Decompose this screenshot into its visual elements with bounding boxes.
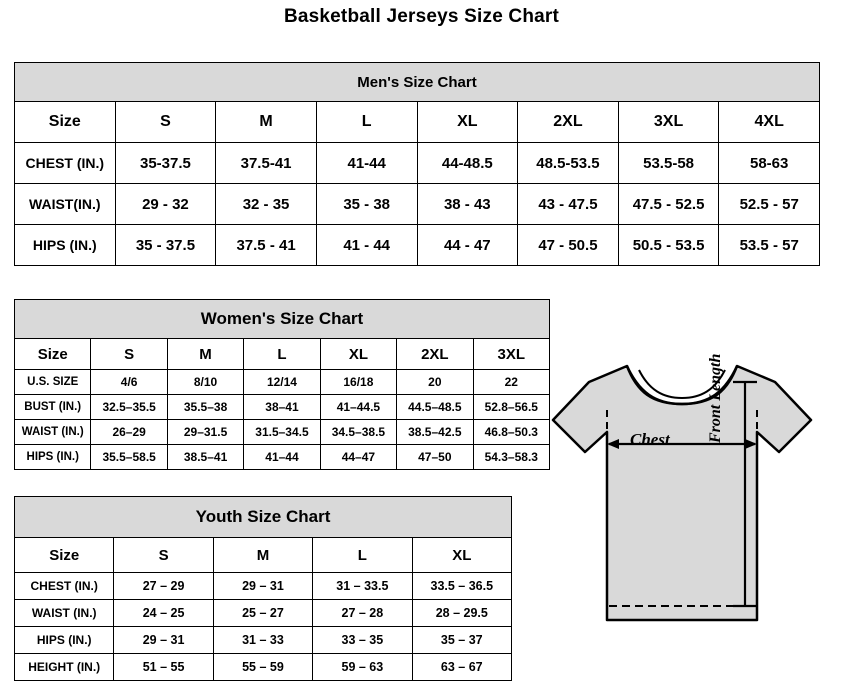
table-cell: 38 - 43 [417,184,518,225]
column-header: 2XL [518,102,619,143]
table-cell: 41–44.5 [320,395,396,420]
table-row [15,445,550,470]
table-cell: 35-37.5 [115,143,216,184]
table-cell: 44-48.5 [417,143,518,184]
table-cell: 41–44 [244,445,320,470]
table-cell: 63 – 67 [412,654,511,681]
row-label: U.S. SIZE [15,370,91,395]
table-row [15,627,512,654]
table-cell: 35.5–38 [167,395,243,420]
table-cell: 31 – 33.5 [313,573,412,600]
table-cell: 47.5 - 52.5 [618,184,719,225]
table-row [15,654,512,681]
table-caption-row [15,300,550,339]
table-header-row [15,102,820,143]
jersey-shirt-icon [527,348,837,668]
table-cell: 47 - 50.5 [518,225,619,266]
table-row [15,225,820,266]
row-label: CHEST (IN.) [15,143,116,184]
table-cell: 38.5–42.5 [397,420,473,445]
row-label: WAIST(IN.) [15,184,116,225]
youth-caption: Youth Size Chart [15,497,512,538]
table-caption-row [15,497,512,538]
column-header: Size [15,538,114,573]
column-header: L [316,102,417,143]
table-cell: 53.5 - 57 [719,225,820,266]
table-cell: 52.5 - 57 [719,184,820,225]
row-label: WAIST (IN.) [15,600,114,627]
front-length-label: Front Length [707,353,724,443]
table-row [15,395,550,420]
table-cell: 47–50 [397,445,473,470]
page-title: Basketball Jerseys Size Chart [283,6,560,27]
table-cell: 37.5 - 41 [216,225,317,266]
table-cell: 29–31.5 [167,420,243,445]
table-cell: 25 – 27 [213,600,312,627]
table-cell: 43 - 47.5 [518,184,619,225]
column-header: M [167,339,243,370]
column-header: L [244,339,320,370]
table-cell: 58-63 [719,143,820,184]
table-cell: 52.8–56.5 [473,395,549,420]
mens-size-chart [14,62,820,266]
row-label: HIPS (IN.) [15,225,116,266]
table-cell: 29 – 31 [114,627,213,654]
column-header: XL [412,538,511,573]
table-row [15,143,820,184]
table-cell: 44.5–48.5 [397,395,473,420]
womens-caption: Women's Size Chart [15,300,550,339]
row-label: WAIST (IN.) [15,420,91,445]
table-cell: 41-44 [316,143,417,184]
table-cell: 32.5–35.5 [91,395,167,420]
row-label: CHEST (IN.) [15,573,114,600]
column-header: S [114,538,213,573]
row-label: BUST (IN.) [15,395,91,420]
table-cell: 33.5 – 36.5 [412,573,511,600]
table-cell: 29 – 31 [213,573,312,600]
table-cell: 35 - 38 [316,184,417,225]
table-row [15,184,820,225]
table-cell: 4/6 [91,370,167,395]
table-cell: 31.5–34.5 [244,420,320,445]
column-header: XL [417,102,518,143]
table-cell: 54.3–58.3 [473,445,549,470]
table-cell: 37.5-41 [216,143,317,184]
jersey-measurement-diagram [527,348,837,668]
column-header: Size [15,339,91,370]
table-cell: 53.5-58 [618,143,719,184]
table-row [15,420,550,445]
table-cell: 8/10 [167,370,243,395]
column-header: 3XL [618,102,719,143]
row-label: HIPS (IN.) [15,445,91,470]
table-cell: 35 - 37.5 [115,225,216,266]
table-cell: 55 – 59 [213,654,312,681]
table-cell: 28 – 29.5 [412,600,511,627]
row-label: HEIGHT (IN.) [15,654,114,681]
womens-size-chart [14,299,550,470]
table-cell: 33 – 35 [313,627,412,654]
table-cell: 51 – 55 [114,654,213,681]
table-cell: 46.8–50.3 [473,420,549,445]
youth-size-chart [14,496,512,681]
table-cell: 12/14 [244,370,320,395]
table-caption-row [15,63,820,102]
table-cell: 26–29 [91,420,167,445]
table-cell: 34.5–38.5 [320,420,396,445]
womens-size-table [14,299,550,470]
table-cell: 50.5 - 53.5 [618,225,719,266]
column-header: M [213,538,312,573]
column-header: L [313,538,412,573]
table-cell: 29 - 32 [115,184,216,225]
table-row [15,370,550,395]
table-cell: 31 – 33 [213,627,312,654]
table-cell: 35 – 37 [412,627,511,654]
table-row [15,573,512,600]
table-cell: 38.5–41 [167,445,243,470]
table-cell: 44–47 [320,445,396,470]
column-header: M [216,102,317,143]
table-cell: 48.5-53.5 [518,143,619,184]
table-cell: 22 [473,370,549,395]
youth-size-table [14,496,512,681]
column-header: 2XL [397,339,473,370]
column-header: Size [15,102,116,143]
table-cell: 38–41 [244,395,320,420]
mens-caption: Men's Size Chart [15,63,820,102]
table-cell: 44 - 47 [417,225,518,266]
column-header: S [115,102,216,143]
table-cell: 59 – 63 [313,654,412,681]
table-header-row [15,538,512,573]
mens-size-table [14,62,820,266]
table-cell: 16/18 [320,370,396,395]
chest-label: Chest [630,430,670,449]
table-header-row [15,339,550,370]
column-header: S [91,339,167,370]
table-cell: 32 - 35 [216,184,317,225]
table-cell: 27 – 29 [114,573,213,600]
column-header: XL [320,339,396,370]
column-header: 4XL [719,102,820,143]
table-cell: 35.5–58.5 [91,445,167,470]
row-label: HIPS (IN.) [15,627,114,654]
table-cell: 24 – 25 [114,600,213,627]
column-header: 3XL [473,339,549,370]
table-cell: 20 [397,370,473,395]
table-row [15,600,512,627]
table-cell: 41 - 44 [316,225,417,266]
table-cell: 27 – 28 [313,600,412,627]
